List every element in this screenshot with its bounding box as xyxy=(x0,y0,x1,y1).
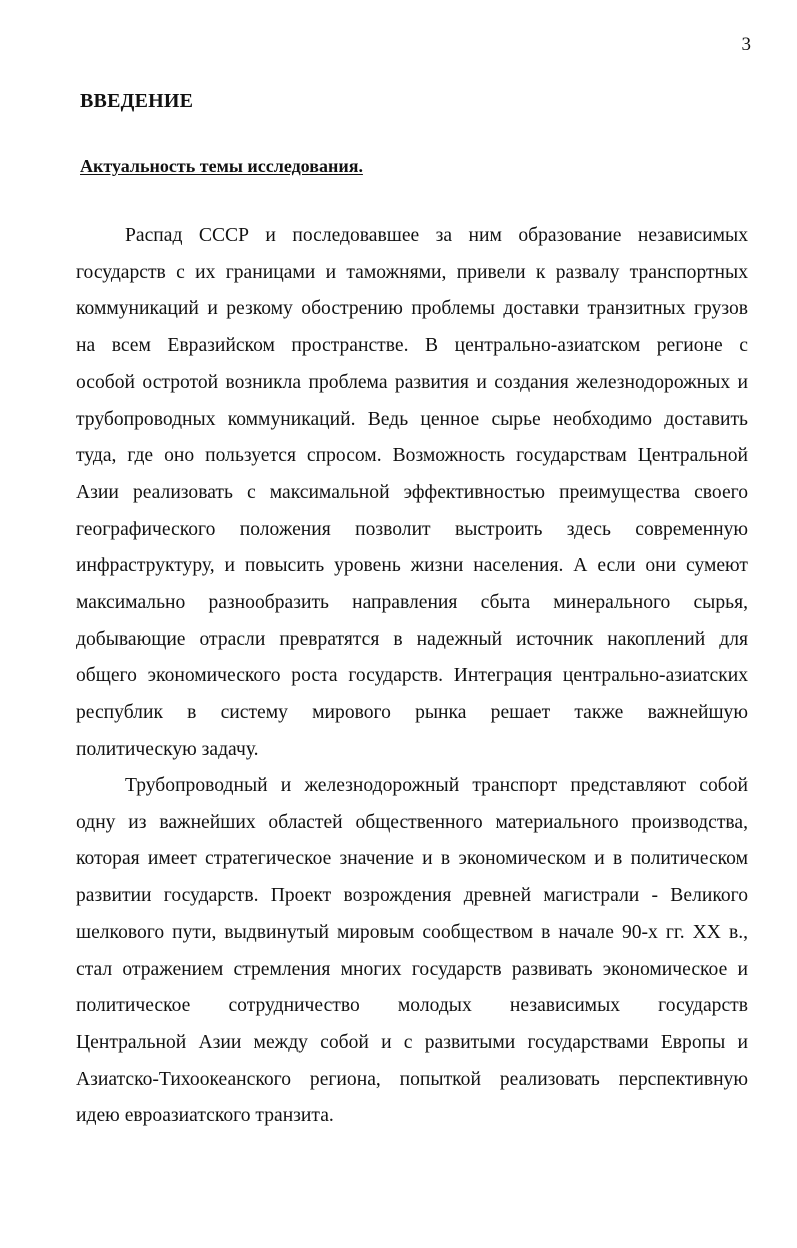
paragraph-line: одну из важнейших областей общественного материального производства, xyxy=(76,811,748,833)
paragraph-line: трубопроводных коммуникаций. Ведь ценное сырье необходимо доставить xyxy=(76,408,748,430)
paragraph-line: которая имеет стратегическое значение и в экономическом и в политическом xyxy=(76,848,748,870)
paragraph-line: политическое сотрудничество молодых независимых государств xyxy=(76,995,748,1017)
paragraph-line: максимально разнообразить направления сбыта минерального сырья, xyxy=(76,592,748,614)
paragraph-line: добывающие отрасли превратятся в надежный источник накоплений для xyxy=(76,628,748,650)
paragraph-line: стал отражением стремления многих государств развивать экономическое и xyxy=(76,958,748,980)
paragraph-line: Азии реализовать с максимальной эффективностью преимущества своего xyxy=(76,481,748,503)
paragraph-line: туда, где оно пользуется спросом. Возможность государствам Центральной xyxy=(76,445,748,467)
page-number: 3 xyxy=(741,34,751,55)
paragraph-line: республик в систему мирового рынка решает также важнейшую xyxy=(76,702,748,724)
section-subheading: Актуальность темы исследования. xyxy=(80,156,363,176)
paragraph-line: на всем Евразийском пространстве. В центрально-азиатском регионе с xyxy=(76,335,748,357)
section-heading: ВВЕДЕНИЕ xyxy=(80,90,194,112)
paragraph-line: шелкового пути, выдвинутый мировым сообществом в начале 90-х гг. XX в., xyxy=(76,921,748,943)
paragraph-line: политическую задачу. xyxy=(76,738,259,760)
paragraph-line: государств с их границами и таможнями, привели к развалу транспортных xyxy=(76,261,748,283)
paragraph-line: Распад СССР и последовавшее за ним образование независимых xyxy=(125,225,748,246)
paragraph-line: географического положения позволит выстроить здесь современную xyxy=(76,518,748,540)
paragraph-2 xyxy=(76,768,748,1135)
paragraph-line: общего экономического роста государств. Интеграция центрально-азиатских xyxy=(76,665,748,687)
paragraph-line: инфраструктуру, и повысить уровень жизни населения. А если они сумеют xyxy=(76,555,748,577)
paragraph-line: Трубопроводный и железнодорожный транспорт представляют собой xyxy=(125,775,748,796)
paragraph-line: Центральной Азии между собой и с развитыми государствами Европы и xyxy=(76,1031,748,1053)
paragraph-line: особой остротой возникла проблема развития и создания железнодорожных и xyxy=(76,371,748,393)
paragraph-line: развитии государств. Проект возрождения древней магистрали - Великого xyxy=(76,885,748,907)
paragraph-line: идею евроазиатского транзита. xyxy=(76,1105,334,1127)
paragraph-1 xyxy=(76,218,748,769)
paragraph-line: коммуникаций и резкому обострению проблемы доставки транзитных грузов xyxy=(76,298,748,320)
paragraph-line: Азиатско-Тихоокеанского региона, попыткой реализовать перспективную xyxy=(76,1068,748,1090)
